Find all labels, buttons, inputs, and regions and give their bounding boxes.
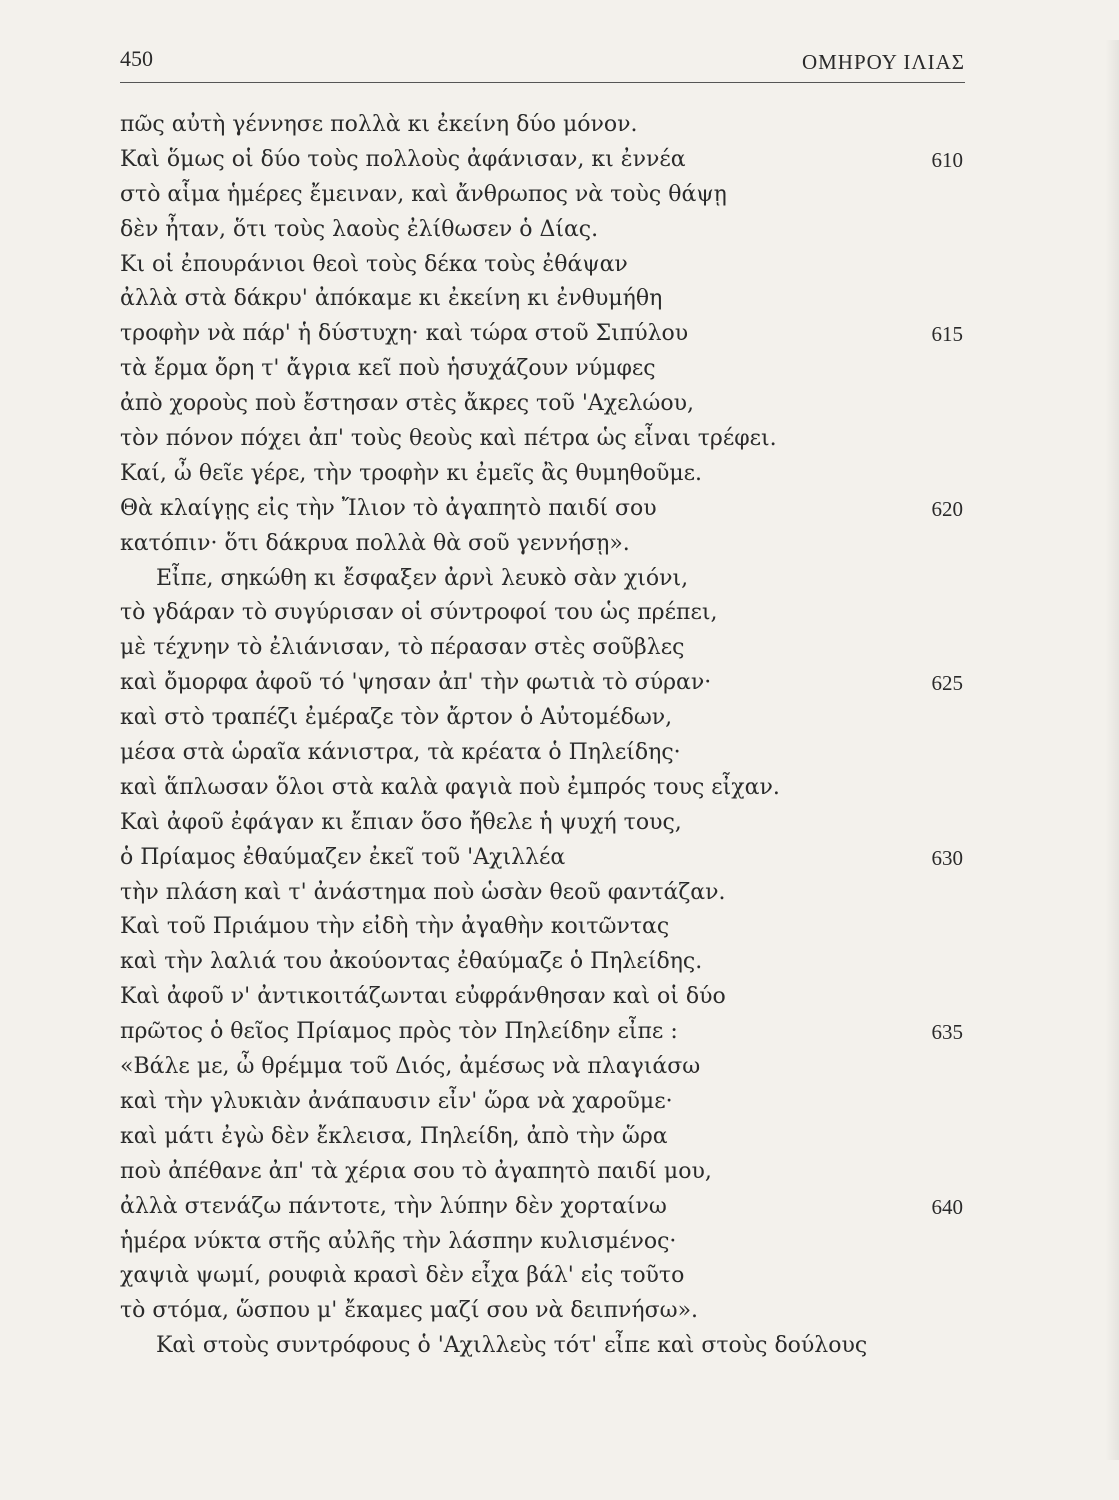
verse-text: ἀπὸ χοροὺς ποὺ ἔστησαν στὲς ἄκρες τοῦ 'Αχελώου, xyxy=(120,391,694,417)
verse-line xyxy=(120,1050,965,1085)
verse-text: πρῶτος ὁ θεῖος Πρίαμος πρὸς τὸν Πηλείδην εἶπε : xyxy=(120,1019,678,1045)
verse-line xyxy=(120,980,965,1015)
verse-text: χαψιὰ ψωμί, ρουφιὰ κρασὶ δὲν εἶχα βάλ' εἰς τοῦτο xyxy=(120,1263,685,1289)
verse-text: τὸν πόνον πόχει ἀπ' τοὺς θεοὺς καὶ πέτρα ὡς εἶναι τρέφει. xyxy=(120,426,777,452)
verse-line xyxy=(120,806,965,841)
verse-text: τὰ ἔρμα ὄρη τ' ἄγρια κεῖ ποὺ ἡσυχάζουν νύμφες xyxy=(120,356,656,382)
header-rule xyxy=(120,82,965,83)
page-edge-shadow xyxy=(1105,40,1119,1460)
line-number: 610 xyxy=(931,147,963,172)
verse-line xyxy=(120,422,965,457)
verse-text: «Βάλε με, ὦ θρέμμα τοῦ Διός, ἀμέσως νὰ πλαγιάσω xyxy=(120,1054,701,1080)
verse-text: δὲν ἦταν, ὅτι τοὺς λαοὺς ἐλίθωσεν ὁ Δίας. xyxy=(120,216,599,242)
verse-text: κατόπιν· ὅτι δάκρυα πολλὰ θὰ σοῦ γεννήσῃ». xyxy=(120,530,630,556)
verse-text: καὶ μάτι ἐγὼ δὲν ἔκλεισα, Πηλείδη, ἀπὸ τὴν ὥρα xyxy=(120,1123,668,1149)
verse-line xyxy=(120,631,965,666)
verse-line xyxy=(120,1329,965,1364)
running-title: ΟΜΗΡΟΥ ΙΛΙΑΣ xyxy=(801,50,965,74)
line-number: 635 xyxy=(931,1020,963,1045)
verse-line xyxy=(120,1155,965,1190)
verse-text: ἀλλὰ στενάζω πάντοτε, τὴν λύπην δὲν χορταίνω xyxy=(120,1193,667,1219)
verse-text: Εἶπε, σηκώθη κι ἔσφαξεν ἀρνὶ λευκὸ σὰν χιόνι, xyxy=(156,565,689,591)
verse-line xyxy=(120,666,965,701)
verse-text: καὶ ἅπλωσαν ὅλοι στὰ καλὰ φαγιὰ ποὺ ἐμπρός τους εἶχαν. xyxy=(120,774,780,800)
verse-line xyxy=(120,841,965,876)
verse-text: στὸ αἷμα ἡμέρες ἔμειναν, καὶ ἄνθρωπος νὰ τοὺς θάψῃ xyxy=(120,181,727,207)
verse-line xyxy=(120,282,965,317)
verse-text: καὶ τὴν λαλιά του ἀκούοντας ἐθαύμαζε ὁ Πηλείδης. xyxy=(120,949,703,975)
line-number: 640 xyxy=(931,1194,963,1219)
line-number: 620 xyxy=(931,496,963,521)
verse-line xyxy=(120,876,965,911)
verse-text: Κι οἱ ἐπουράνιοι θεοὶ τοὺς δέκα τοὺς ἐθάψαν xyxy=(120,251,628,277)
verse-text: τροφὴν νὰ πάρ' ἡ δύστυχη· καὶ τώρα στοῦ Σιπύλου xyxy=(120,321,689,347)
verse-text: μέσα στὰ ὡραῖα κάνιστρα, τὰ κρέατα ὁ Πηλείδης· xyxy=(120,740,681,766)
verse-text: ποὺ ἀπέθανε ἀπ' τὰ χέρια σου τὸ ἀγαπητὸ παιδί μου, xyxy=(120,1158,712,1184)
verse-line xyxy=(120,317,965,352)
verse-text: καὶ τὴν γλυκιὰν ἀνάπαυσιν εἶν' ὥρα νὰ χαροῦμε· xyxy=(120,1088,673,1114)
line-number: 625 xyxy=(931,671,963,696)
verse-text: τὸ στόμα, ὥσπου μ' ἔκαμες μαζί σου νὰ δειπνήσω». xyxy=(120,1298,699,1324)
verse-line xyxy=(120,771,965,806)
verse-line xyxy=(120,596,965,631)
verse-block xyxy=(120,108,965,1364)
verse-text: ἀλλὰ στὰ δάκρυ' ἀπόκαμε κι ἐκείνη κι ἐνθυμήθη xyxy=(120,286,663,312)
verse-line xyxy=(120,1120,965,1155)
verse-text: μὲ τέχνην τὸ ἐλιάνισαν, τὸ πέρασαν στὲς σοῦβλες xyxy=(120,635,685,661)
page-number: 450 xyxy=(120,46,153,71)
verse-line xyxy=(120,1225,965,1260)
verse-line xyxy=(120,1259,965,1294)
verse-line xyxy=(120,910,965,945)
verse-line xyxy=(120,352,965,387)
verse-line xyxy=(120,492,965,527)
verse-line xyxy=(120,945,965,980)
verse-text: Καὶ στοὺς συντρόφους ὁ 'Αχιλλεὺς τότ' εἶπε καὶ στοὺς δούλους xyxy=(156,1333,868,1359)
verse-text: Καὶ τοῦ Πριάμου τὴν εἰδὴ τὴν ἀγαθὴν κοιτῶντας xyxy=(120,914,670,940)
verse-text: Καὶ ἀφοῦ ν' ἀντικοιτάζωνται εὐφράνθησαν καὶ οἱ δύο xyxy=(120,984,726,1010)
verse-line xyxy=(120,1015,965,1050)
verse-text: καὶ ὄμορφα ἀφοῦ τό 'ψησαν ἀπ' τὴν φωτιὰ τὸ σύραν· xyxy=(120,670,712,696)
verse-text: τὴν πλάση καὶ τ' ἀνάστημα ποὺ ὡσὰν θεοῦ φαντάζαν. xyxy=(120,879,726,905)
verse-line xyxy=(120,562,965,597)
verse-line xyxy=(120,143,965,178)
verse-line xyxy=(120,1190,965,1225)
verse-line xyxy=(120,527,965,562)
verse-line xyxy=(120,178,965,213)
verse-text: πῶς αὐτὴ γέννησε πολλὰ κι ἐκείνη δύο μόνον. xyxy=(120,112,638,137)
verse-text: Καὶ ὅμως οἱ δύο τοὺς πολλοὺς ἀφάνισαν, κι ἐννέα xyxy=(120,146,686,172)
verse-line xyxy=(120,701,965,736)
verse-line xyxy=(120,387,965,422)
verse-text: καὶ στὸ τραπέζι ἐμέραζε τὸν ἄρτον ὁ Αὐτομέδων, xyxy=(120,705,673,731)
verse-text: Καὶ ἀφοῦ ἐφάγαν κι ἔπιαν ὅσο ἤθελε ἡ ψυχή τους, xyxy=(120,809,682,835)
verse-line xyxy=(120,108,965,143)
verse-text: ἡμέρα νύκτα στῆς αὐλῆς τὴν λάσπην κυλισμένος· xyxy=(120,1228,677,1254)
line-number: 615 xyxy=(931,322,963,347)
verse-line xyxy=(120,1085,965,1120)
verse-line xyxy=(120,248,965,283)
verse-text: ὁ Πρίαμος ἐθαύμαζεν ἐκεῖ τοῦ 'Αχιλλέα xyxy=(120,844,566,870)
verse-text: Θὰ κλαίγῃς εἰς τὴν Ἴλιον τὸ ἀγαπητὸ παιδί σου xyxy=(120,495,657,521)
verse-line xyxy=(120,736,965,771)
verse-text: Καί, ὦ θεῖε γέρε, τὴν τροφὴν κι ἐμεῖς ἂς θυμηθοῦμε. xyxy=(120,460,703,486)
verse-line xyxy=(120,457,965,492)
verse-text: τὸ γδάραν τὸ συγύρισαν οἱ σύντροφοί του ὡς πρέπει, xyxy=(120,600,718,626)
page-header xyxy=(120,40,965,80)
verse-line xyxy=(120,213,965,248)
line-number: 630 xyxy=(931,845,963,870)
verse-line xyxy=(120,1294,965,1329)
